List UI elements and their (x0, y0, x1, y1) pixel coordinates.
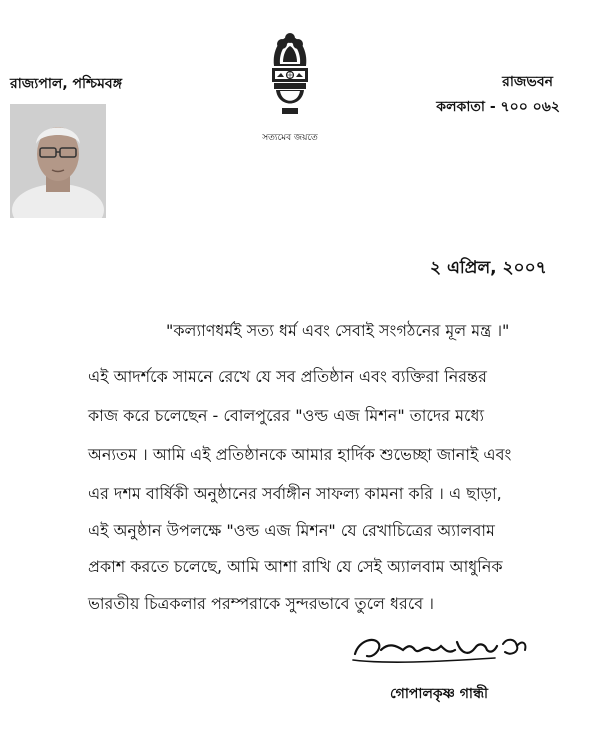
address-line-1: রাজভবন (502, 74, 553, 90)
signature-icon (345, 620, 545, 675)
letter-line: অন্যতম । আমি এই প্রতিষ্ঠানকে আমার হার্দিক শুভেচ্ছা জানাই এবং (88, 445, 512, 464)
letter-line: এই অনুষ্ঠান উপলক্ষে "ওল্ড এজ মিশন" যে রেখাচিত্রের অ্যালবাম (88, 521, 495, 540)
letter-line: ভারতীয় চিত্রকলার পরম্পরাকে সুন্দরভাবে তুলে ধরবে । (88, 594, 434, 613)
letter-line: প্রকাশ করতে চলেছে, আমি আশা রাখি যে সেই অ্যালবাম আধুনিক (88, 557, 503, 576)
letter-quote: "কল্যাণধর্মই সত্য ধর্ম এবং সেবাই সংগঠনের মূল মন্ত্র ।" (166, 321, 510, 340)
lion-capital-icon (260, 28, 320, 132)
portrait-photo (10, 104, 106, 218)
governor-title: রাজ্যপাল, পশ্চিমবঙ্গ (10, 76, 122, 92)
letter-line: কাজ করে চলেছেন - বোলপুরের "ওল্ড এজ মিশন" তাদের মধ্যে (88, 406, 485, 425)
state-emblem (260, 28, 320, 132)
letter-date: ২ এপ্রিল, ২০০৭ (430, 258, 547, 278)
address-line-2: কলকাতা - ৭০০ ০৬২ (436, 99, 560, 115)
handwritten-signature (345, 620, 545, 675)
signatory-name: গোপালকৃষ্ণ গান্ধী (390, 686, 489, 702)
person-portrait-icon (10, 104, 106, 218)
emblem-motto: সত্যমেব জয়তে (262, 133, 318, 143)
letter-line: এর দশম বার্ষিকী অনুষ্ঠানের সর্বাঙ্গীন সাফল্য কামনা করি । এ ছাড়া, (88, 484, 502, 503)
letter-line: এই আদর্শকে সামনে রেখে যে সব প্রতিষ্ঠান এবং ব্যক্তিরা নিরন্তর (88, 367, 487, 386)
